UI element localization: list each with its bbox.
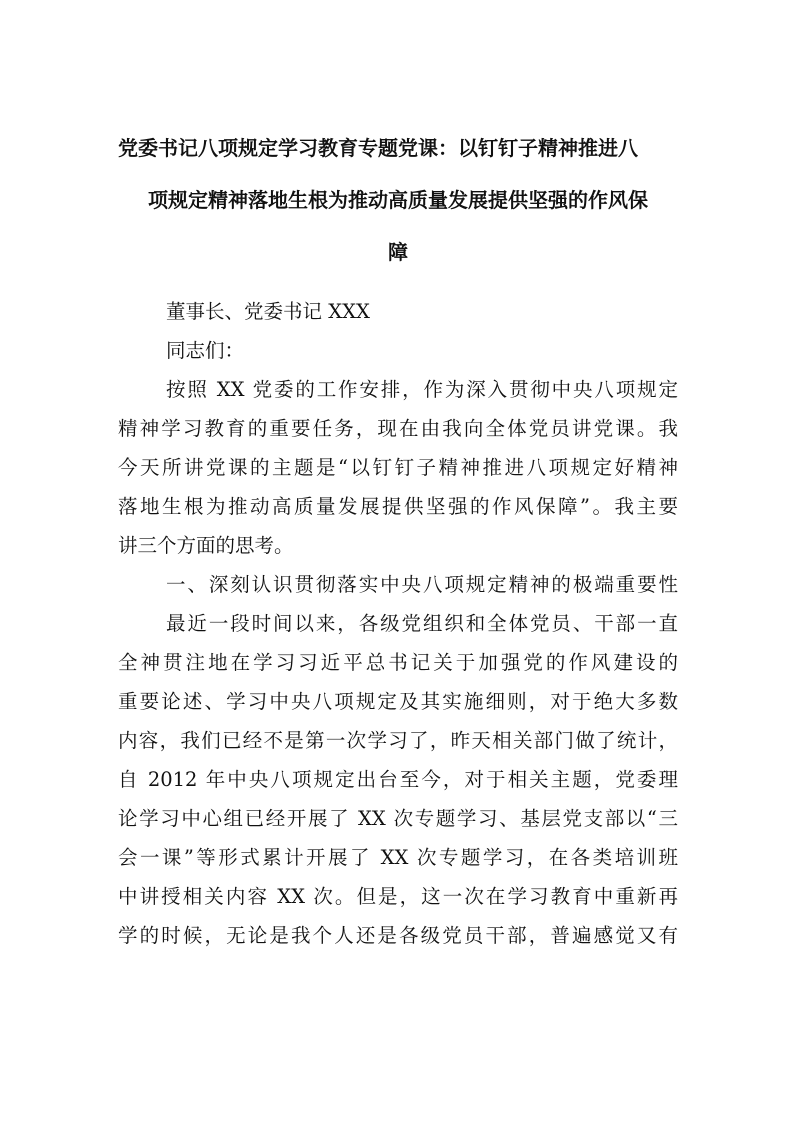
- author-line: 董事长、党委书记 XXX: [166, 300, 370, 323]
- paragraph-line: 自 2012 年中央八项规定出台至今，对于相关主题，党委理: [118, 768, 678, 791]
- title-line: 党委书记八项规定学习教育专题党课：以钉钉子精神推进八: [118, 136, 638, 160]
- paragraph-line: 学的时候，无论是我个人还是各级党员干部，普遍感觉又有: [118, 924, 678, 947]
- salutation: 同志们：: [166, 339, 245, 362]
- paragraph-line: 按照 XX 党委的工作安排，作为深入贯彻中央八项规定: [166, 378, 678, 401]
- document-title: [118, 122, 678, 278]
- paragraph-line: 重要论述、学习中央八项规定及其实施细则，对于绝大多数: [118, 690, 678, 713]
- paragraph-line: 内容，我们已经不是第一次学习了，昨天相关部门做了统计，: [118, 729, 678, 752]
- paragraph-line: 精神学习教育的重要任务，现在由我向全体党员讲党课。我: [118, 417, 678, 440]
- document-body: [118, 292, 678, 955]
- paragraph-line: 讲三个方面的思考。: [118, 534, 294, 557]
- paragraph-line: 中讲授相关内容 XX 次。但是，这一次在学习教育中重新再: [118, 885, 678, 908]
- paragraph-line: 今天所讲党课的主题是“以钉钉子精神推进八项规定好精神: [118, 456, 678, 479]
- section-heading: 一、深刻认识贯彻落实中央八项规定精神的极端重要性: [166, 573, 678, 596]
- paragraph-line: 落地生根为推动高质量发展提供坚强的作风保障”。我主要: [118, 495, 678, 518]
- paragraph-line: 全神贯注地在学习习近平总书记关于加强党的作风建设的: [118, 651, 678, 674]
- paragraph-line: 会一课”等形式累计开展了 XX 次专题学习，在各类培训班: [118, 846, 678, 869]
- title-line: 项规定精神落地生根为推动高质量发展提供坚强的作风保: [148, 188, 648, 212]
- paragraph-line: 论学习中心组已经开展了 XX 次专题学习、基层党支部以“三: [118, 807, 678, 830]
- paragraph-line: 最近一段时间以来，各级党组织和全体党员、干部一直: [166, 612, 678, 635]
- title-line: 障: [388, 240, 408, 264]
